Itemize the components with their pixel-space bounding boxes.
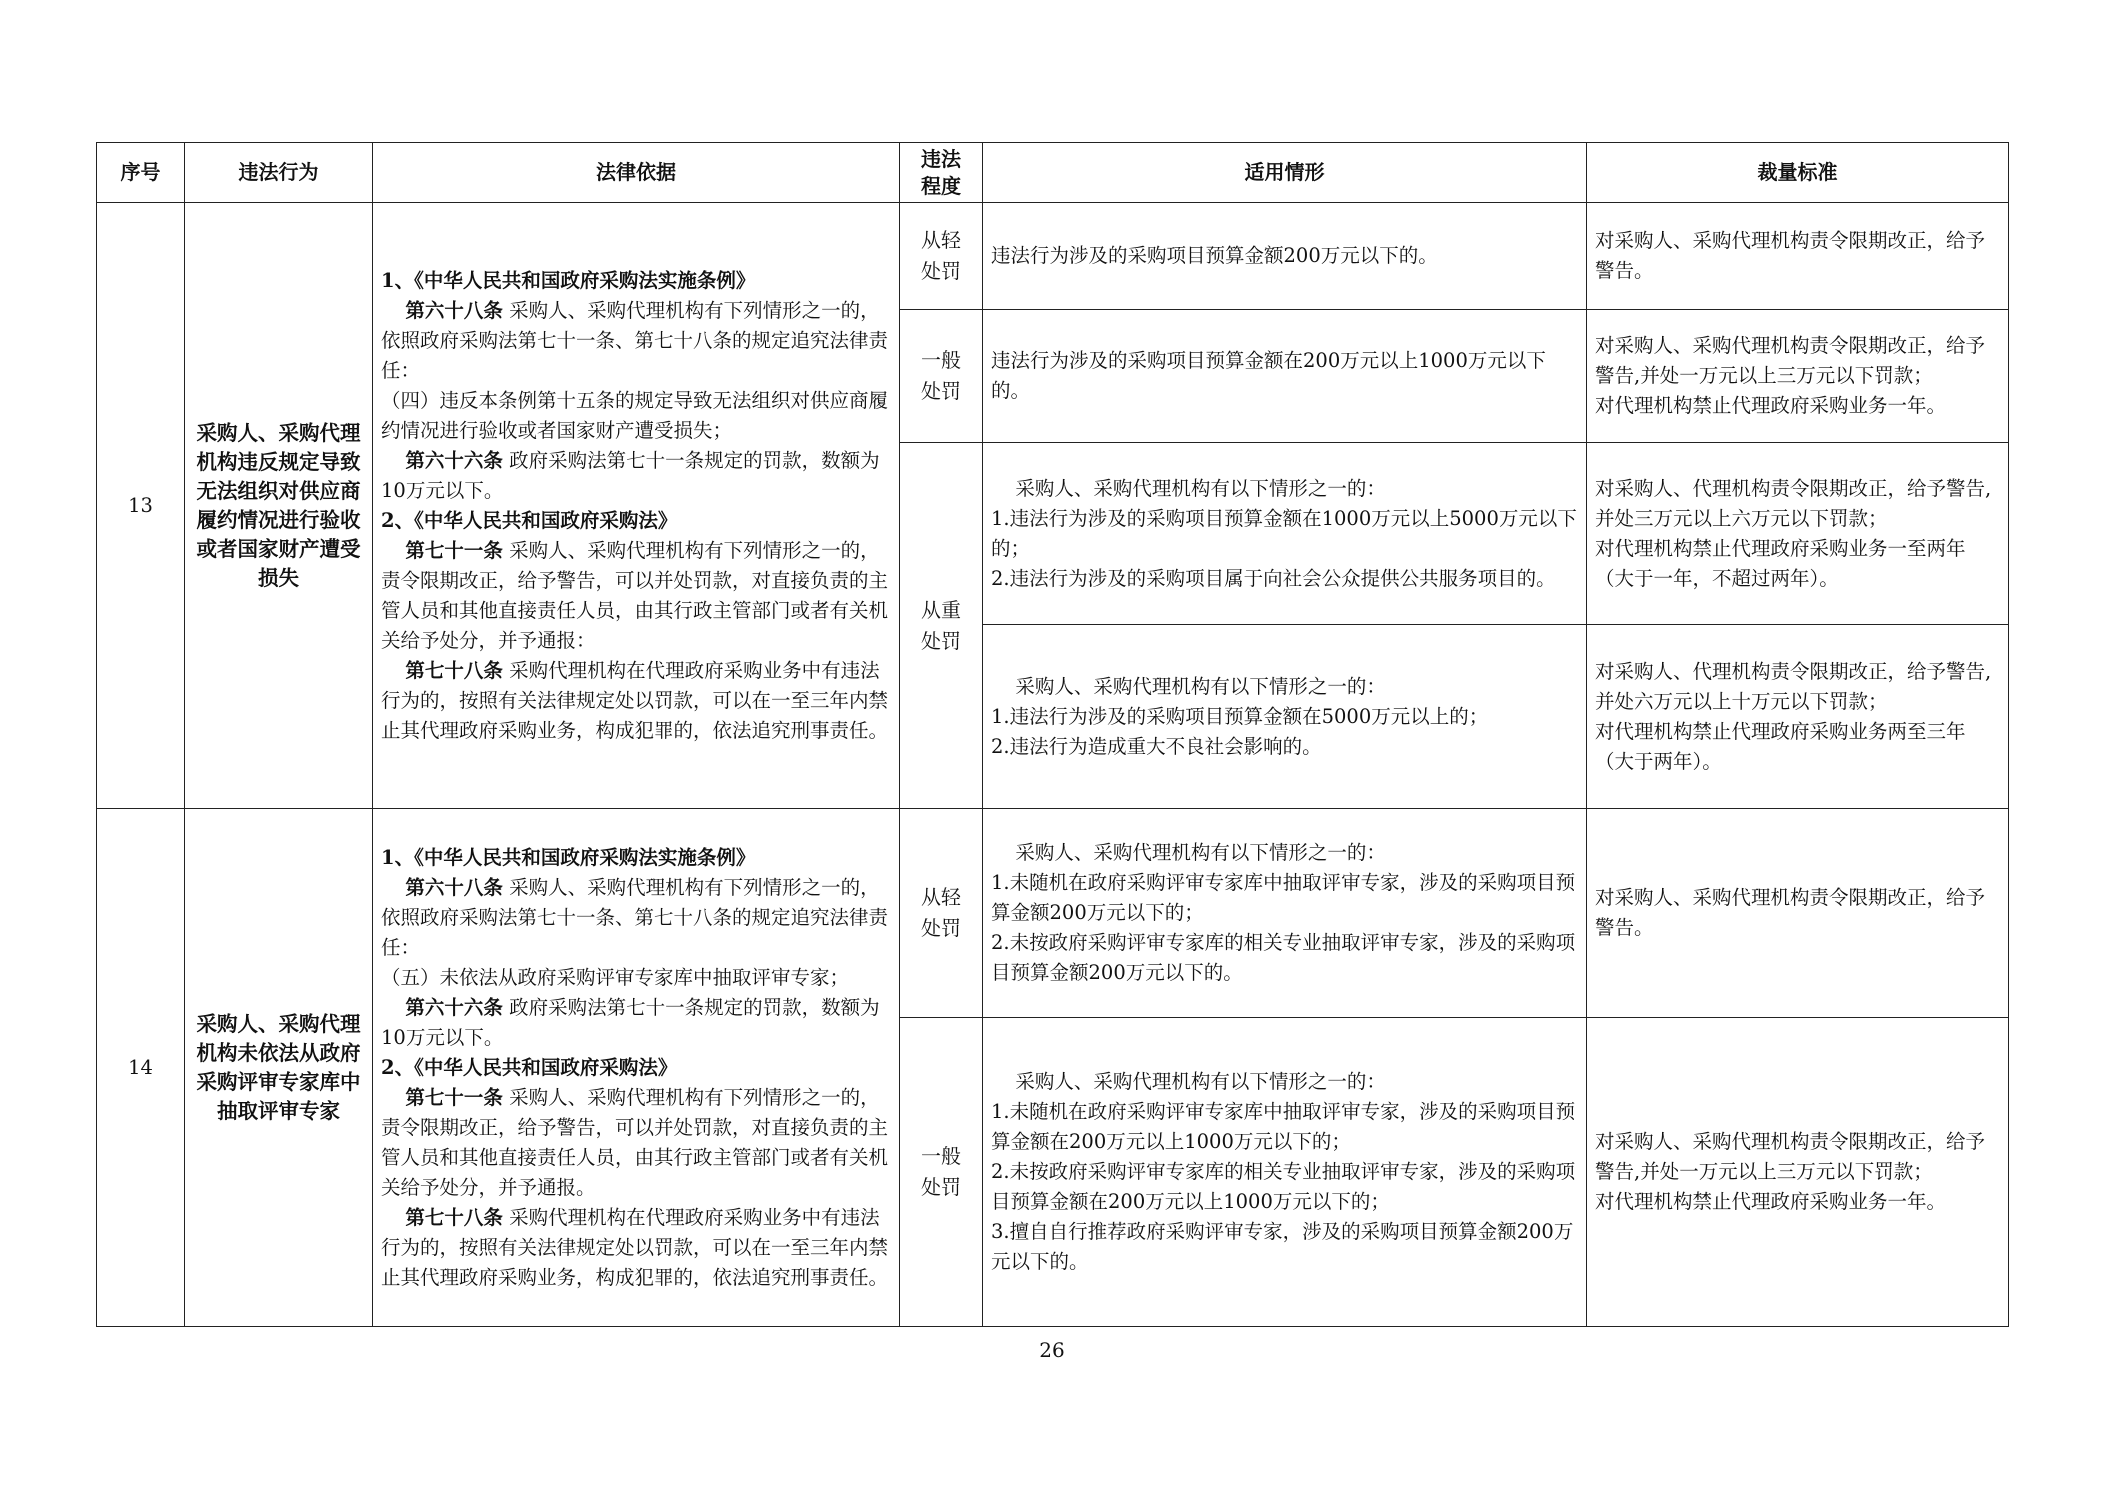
standard-cell <box>1587 809 2009 1018</box>
row-behavior: 采购人、采购代理机构未依法从政府采购评审专家库中抽取评审专家 <box>185 809 373 1327</box>
degree-cell <box>900 310 983 443</box>
case-cell <box>983 203 1587 310</box>
law-title-2: 2、《中华人民共和国政府采购法》 <box>381 1055 678 1079</box>
law-article-text: 采购人、采购代理机构有下列情形之一的，依照政府采购法第七十一条、第七十八条的规定追究法律责任： <box>381 298 889 382</box>
standard-cell <box>1587 310 2009 443</box>
standard-line: 对代理机构禁止代理政府采购业务一至两年（大于一年，不超过两年）。 <box>1595 536 1966 590</box>
case-line: 1.未随机在政府采购评审专家库中抽取评审专家，涉及的采购项目预算金额200万元以下的； <box>991 871 1576 924</box>
law-article-text: 采购人、采购代理机构有下列情形之一的，责令限期改正，给予警告，可以并处罚款，对直接负责的主管人员和其他直接责任人员，由其行政主管部门或者有关机关给予处分，并予通报： <box>381 538 889 652</box>
header-degree-line1: 违法 <box>921 146 961 171</box>
law-article-text: 采购人、采购代理机构有下列情形之一的，依照政府采购法第七十一条、第七十八条的规定追究法律责任： <box>381 875 889 959</box>
case-intro: 采购人、采购代理机构有以下情形之一的： <box>1015 1070 1386 1093</box>
header-degree-line2: 程度 <box>921 173 961 198</box>
law-article <box>381 536 891 656</box>
case-line: 1.违法行为涉及的采购项目预算金额在1000万元以上5000万元以下的； <box>991 506 1577 560</box>
header-behavior: 违法行为 <box>185 143 373 203</box>
law-item: （四）违反本条例第十五条的规定导致无法组织对供应商履约情况进行验收或者国家财产遭受损失； <box>381 388 889 442</box>
law-article <box>381 446 891 506</box>
standard-cell <box>1587 625 2009 809</box>
case-intro: 采购人、采购代理机构有以下情形之一的： <box>1015 476 1386 500</box>
case-cell <box>983 809 1587 1018</box>
header-standard: 裁量标准 <box>1587 143 2009 203</box>
law-article <box>381 993 891 1053</box>
row-law-basis <box>373 809 900 1327</box>
degree-line2: 处罚 <box>921 628 961 653</box>
case-intro: 采购人、采购代理机构有以下情形之一的： <box>1015 841 1386 864</box>
standard-line: 对采购人、采购代理机构责令限期改正，给予警告,并处一万元以上三万元以下罚款； <box>1595 1130 1986 1183</box>
degree-line2: 处罚 <box>921 259 961 283</box>
penalty-discretion-table <box>96 142 2009 1327</box>
law-article-text: 采购人、采购代理机构有下列情形之一的，责令限期改正，给予警告，可以并处罚款，对直接负责的主管人员和其他直接责任人员，由其行政主管部门或者有关机关给予处分，并予通报。 <box>381 1085 889 1199</box>
degree-line1: 从轻 <box>921 228 961 252</box>
case-line: 2.未按政府采购评审专家库的相关专业抽取评审专家，涉及的采购项目预算金额200万元以下的。 <box>991 931 1576 984</box>
row-no: 13 <box>97 203 185 809</box>
standard-cell <box>1587 443 2009 625</box>
degree-line2: 处罚 <box>921 1175 961 1199</box>
case-line: 2.违法行为涉及的采购项目属于向社会公众提供公共服务项目的。 <box>991 566 1556 590</box>
standard-line: 对代理机构禁止代理政府采购业务一年。 <box>1595 1190 1947 1213</box>
law-article-number: 第六十六条 <box>405 995 503 1019</box>
law-article <box>381 296 891 386</box>
case-cell <box>983 1018 1587 1327</box>
law-article-number: 第六十八条 <box>405 298 503 322</box>
standard-cell <box>1587 1018 2009 1327</box>
law-article-number: 第七十八条 <box>405 1205 503 1229</box>
table-row <box>97 809 2009 1018</box>
case-line: 2.未按政府采购评审专家库的相关专业抽取评审专家，涉及的采购项目预算金额在200万元以上1000万元以下的； <box>991 1160 1576 1213</box>
law-article <box>381 873 891 963</box>
header-degree <box>900 143 983 203</box>
law-article <box>381 656 891 746</box>
case-cell <box>983 443 1587 625</box>
page-number: 26 <box>1039 1338 1065 1362</box>
law-article-text: 政府采购法第七十一条规定的罚款，数额为10万元以下。 <box>381 995 880 1049</box>
law-title-1: 1、《中华人民共和国政府采购法实施条例》 <box>381 268 756 292</box>
case-line: 1.未随机在政府采购评审专家库中抽取评审专家，涉及的采购项目预算金额在200万元以上1000万元以下的； <box>991 1100 1576 1153</box>
standard-line: 对代理机构禁止代理政府采购业务一年。 <box>1595 394 1947 417</box>
law-article-number: 第六十八条 <box>405 875 503 899</box>
degree-line2: 处罚 <box>921 916 961 940</box>
degree-line1: 一般 <box>921 348 961 372</box>
table-row <box>97 203 2009 310</box>
header-law: 法律依据 <box>373 143 900 203</box>
degree-cell <box>900 203 983 310</box>
row-no: 14 <box>97 809 185 1327</box>
law-title-2: 2、《中华人民共和国政府采购法》 <box>381 508 678 532</box>
row-law-basis <box>373 203 900 809</box>
standard-line: 对采购人、采购代理机构责令限期改正，给予警告。 <box>1595 229 1986 282</box>
degree-cell <box>900 1018 983 1327</box>
law-article-number: 第七十一条 <box>405 538 503 562</box>
standard-line: 对采购人、代理机构责令限期改正，给予警告,并处三万元以上六万元以下罚款； <box>1595 476 1992 530</box>
standard-cell <box>1587 203 2009 310</box>
case-line: 1.违法行为涉及的采购项目预算金额在5000万元以上的； <box>991 704 1489 728</box>
case-intro: 采购人、采购代理机构有以下情形之一的： <box>1015 674 1386 698</box>
law-title-1: 1、《中华人民共和国政府采购法实施条例》 <box>381 845 756 869</box>
row-behavior: 采购人、采购代理机构违反规定导致无法组织对供应商履约情况进行验收或者国家财产遭受损失 <box>185 203 373 809</box>
degree-line1: 从轻 <box>921 885 961 909</box>
law-article-text: 政府采购法第七十一条规定的罚款，数额为10万元以下。 <box>381 448 880 502</box>
standard-line: 对采购人、代理机构责令限期改正，给予警告,并处六万元以上十万元以下罚款； <box>1595 659 1992 713</box>
law-article-number: 第七十八条 <box>405 658 503 682</box>
standard-line: 对采购人、采购代理机构责令限期改正，给予警告。 <box>1595 886 1986 939</box>
degree-line1: 一般 <box>921 1144 961 1168</box>
degree-cell <box>900 809 983 1018</box>
law-article <box>381 1203 891 1293</box>
case-line: 违法行为涉及的采购项目预算金额在200万元以上1000万元以下的。 <box>991 349 1546 402</box>
degree-line2: 处罚 <box>921 379 961 403</box>
law-article-number: 第六十六条 <box>405 448 503 472</box>
law-article-text: 采购代理机构在代理政府采购业务中有违法行为的，按照有关法律规定处以罚款，可以在一至三年内禁止其代理政府采购业务，构成犯罪的，依法追究刑事责任。 <box>381 1205 889 1289</box>
degree-line1: 从重 <box>921 597 961 622</box>
law-article-number: 第七十一条 <box>405 1085 503 1109</box>
header-row <box>97 143 2009 203</box>
standard-line: 对代理机构禁止代理政府采购业务两至三年（大于两年）。 <box>1595 719 1966 773</box>
standard-line: 对采购人、采购代理机构责令限期改正，给予警告,并处一万元以上三万元以下罚款； <box>1595 334 1986 387</box>
case-line: 3.擅自自行推荐政府采购评审专家，涉及的采购项目预算金额200万元以下的。 <box>991 1220 1574 1273</box>
degree-cell <box>900 443 983 809</box>
law-item: （五）未依法从政府采购评审专家库中抽取评审专家； <box>381 965 850 989</box>
header-case: 适用情形 <box>983 143 1587 203</box>
law-article-text: 采购代理机构在代理政府采购业务中有违法行为的，按照有关法律规定处以罚款，可以在一至三年内禁止其代理政府采购业务，构成犯罪的，依法追究刑事责任。 <box>381 658 889 742</box>
case-cell <box>983 625 1587 809</box>
case-line: 2.违法行为造成重大不良社会影响的。 <box>991 734 1322 758</box>
header-no: 序号 <box>97 143 185 203</box>
case-line: 违法行为涉及的采购项目预算金额200万元以下的。 <box>991 244 1438 267</box>
law-article <box>381 1083 891 1203</box>
case-cell <box>983 310 1587 443</box>
